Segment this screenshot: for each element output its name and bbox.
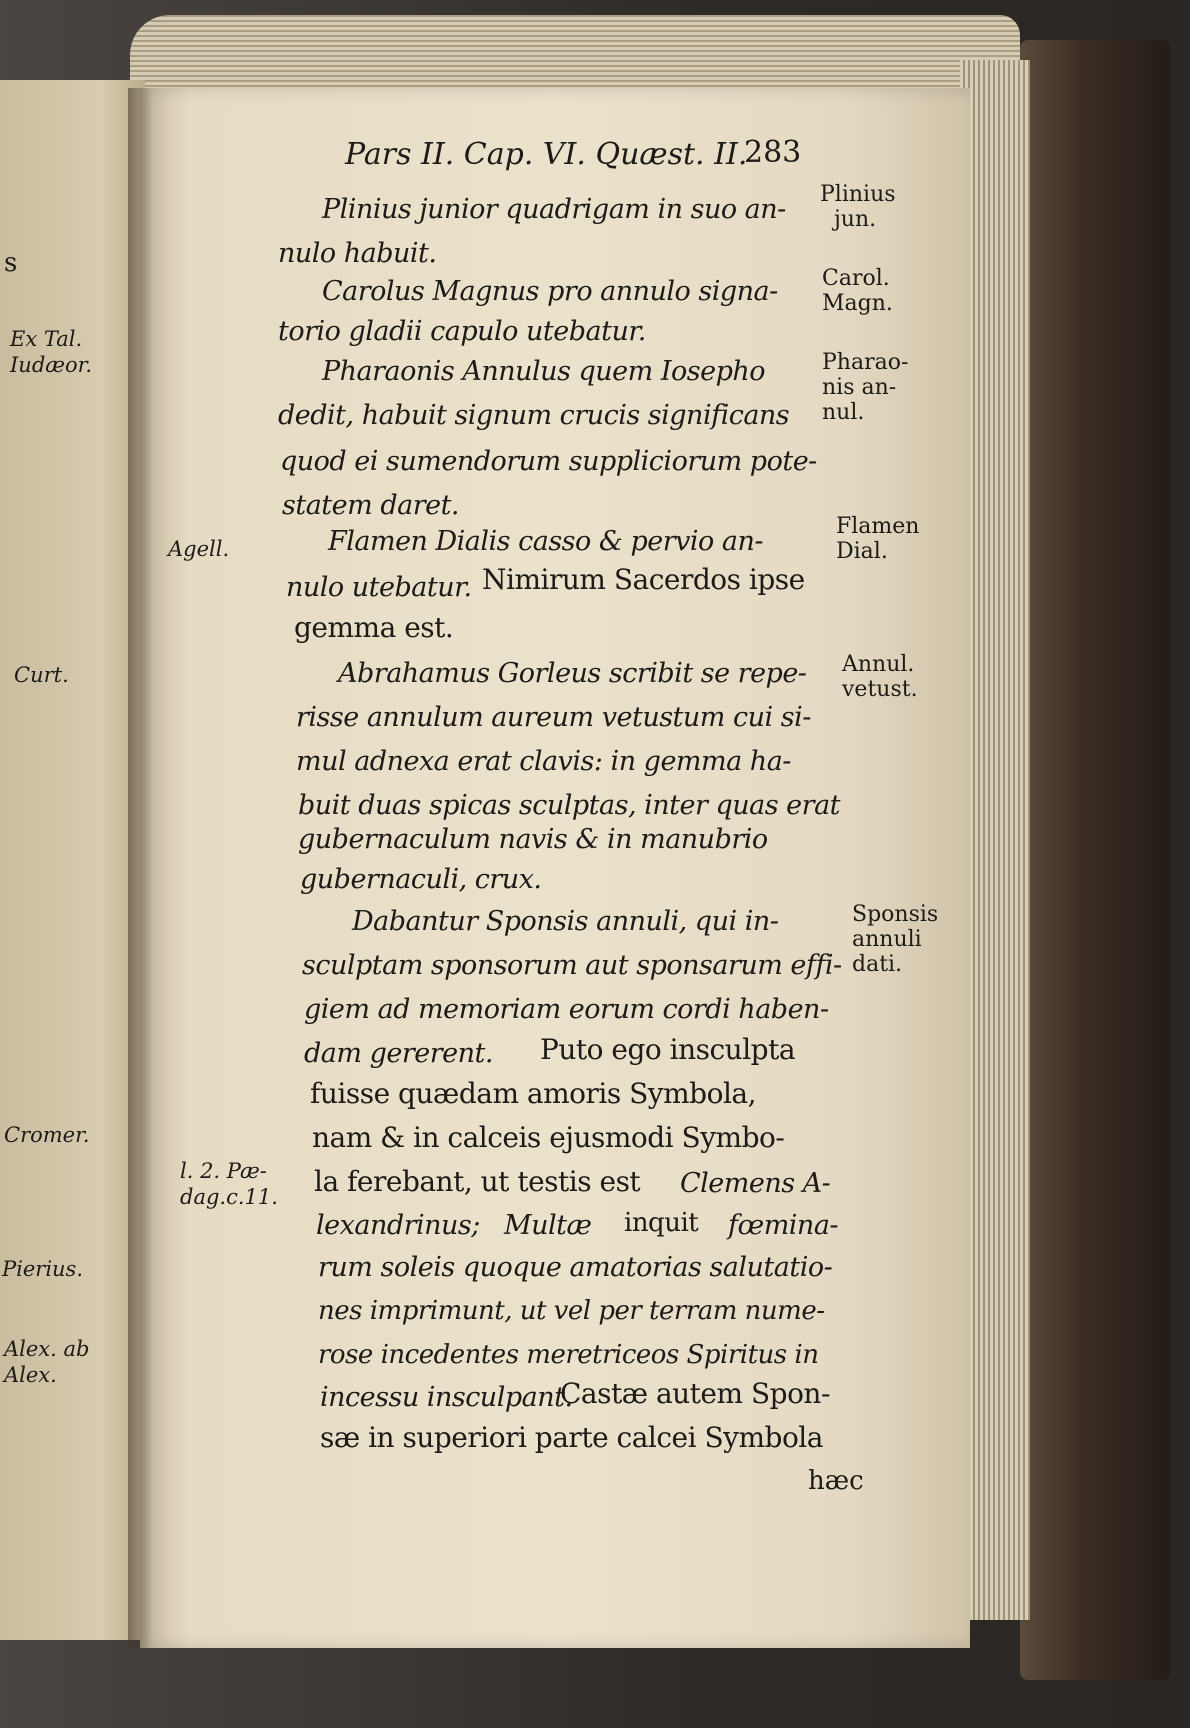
- body-line: Multæ: [504, 1210, 592, 1241]
- body-line: Carolus Magnus pro annulo signa-: [322, 276, 778, 307]
- facing-page-text: Curt.: [14, 663, 69, 687]
- body-line: inquit: [624, 1208, 699, 1238]
- margin-note: Carol. Magn.: [822, 266, 893, 316]
- body-line: mul adnexa erat clavis: in gemma ha-: [296, 746, 791, 777]
- body-line: la ferebant, ut testis est: [314, 1165, 641, 1198]
- facing-page-text: Pierius.: [2, 1257, 84, 1281]
- body-line: Abrahamus Gorleus scribit se repe-: [338, 658, 807, 689]
- facing-page: [0, 80, 145, 1640]
- body-line: dedit, habuit signum crucis significans: [278, 400, 790, 431]
- facing-page-text: Cromer.: [4, 1123, 90, 1147]
- facing-page-text: Ex Tal. Iudæor.: [10, 327, 93, 377]
- body-line: Plinius junior quadrigam in suo an-: [322, 194, 786, 225]
- body-line: risse annulum aureum vetustum cui si-: [296, 702, 811, 733]
- gutter-shadow: [128, 88, 152, 1648]
- margin-note: l. 2. Pæ- dag.c.11.: [180, 1159, 278, 1209]
- margin-note: Flamen Dial.: [836, 514, 920, 564]
- body-line: statem daret.: [282, 490, 460, 521]
- body-line: lexandrinus;: [316, 1210, 480, 1241]
- body-line: nulo utebatur.: [286, 572, 472, 603]
- page-number: 283: [744, 135, 802, 170]
- body-line: torio gladii capulo utebatur.: [278, 316, 646, 347]
- body-line: Flamen Dialis casso & pervio an-: [328, 526, 763, 557]
- running-head: Pars II. Cap. VI. Quæst. II.: [345, 137, 748, 172]
- body-line: dam gererent.: [304, 1038, 493, 1069]
- body-line: nam & in calceis ejusmodi Symbo-: [312, 1121, 785, 1154]
- body-line: rose incedentes meretriceos Spiritus in: [318, 1340, 819, 1370]
- page-stack-right: [960, 60, 1030, 1620]
- body-line: gubernaculum navis & in manubrio: [298, 824, 768, 855]
- margin-note: Annul. vetust.: [842, 652, 918, 702]
- body-line: Clemens A-: [680, 1168, 831, 1199]
- body-line: gubernaculi, crux.: [300, 864, 542, 895]
- body-line: nes imprimunt, ut vel per terram nume-: [318, 1296, 825, 1326]
- margin-note: Agell.: [168, 537, 230, 561]
- body-line: gemma est.: [294, 611, 454, 644]
- body-line: Pharaonis Annulus quem Iosepho: [322, 356, 766, 387]
- body-line: sæ in superiori parte calcei Symbola: [320, 1421, 823, 1454]
- body-line: sculptam sponsorum aut sponsarum effi-: [302, 950, 842, 981]
- body-line: giem ad memoriam eorum cordi haben-: [304, 994, 829, 1025]
- body-line: incessu insculpant.: [320, 1382, 573, 1413]
- facing-page-text: s: [4, 248, 18, 278]
- body-line: buit duas spicas sculptas, inter quas erat: [298, 790, 841, 821]
- body-line: Dabantur Sponsis annuli, qui in-: [352, 906, 779, 937]
- margin-note: Sponsis annuli dati.: [852, 902, 939, 977]
- body-line: rum soleis quoque amatorias salutatio-: [318, 1252, 833, 1283]
- book-cover-edge: [1020, 40, 1170, 1680]
- body-line: Puto ego insculpta: [540, 1033, 796, 1066]
- body-line: fuisse quædam amoris Symbola,: [310, 1077, 756, 1110]
- body-line: fœmina-: [728, 1210, 839, 1241]
- margin-note: Plinius jun.: [820, 182, 896, 232]
- catchword: hæc: [808, 1466, 864, 1496]
- body-line: quod ei sumendorum suppliciorum pote-: [280, 446, 817, 477]
- margin-note: Pharao- nis an- nul.: [822, 350, 909, 425]
- body-line: nulo habuit.: [278, 238, 437, 269]
- body-line: Castæ autem Spon-: [560, 1377, 830, 1410]
- facing-page-text: Alex. ab Alex.: [4, 1337, 90, 1387]
- body-line: Nimirum Sacerdos ipse: [482, 563, 805, 596]
